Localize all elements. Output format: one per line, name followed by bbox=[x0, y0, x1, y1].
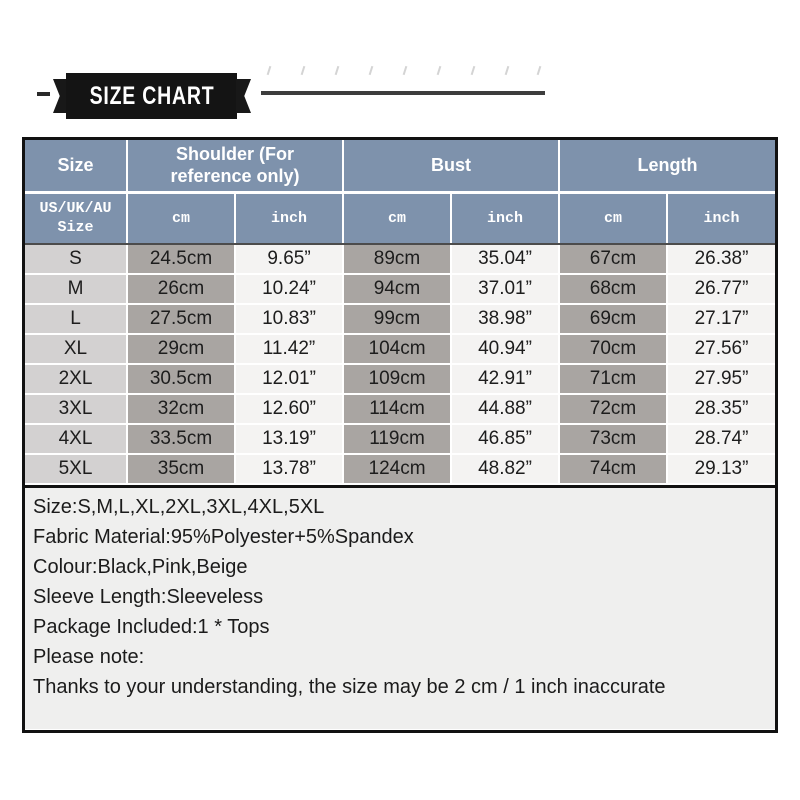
shoulder-cm-value: 35cm bbox=[127, 454, 235, 484]
size-label: M bbox=[25, 274, 127, 304]
header-size: Size bbox=[25, 140, 127, 192]
note-colour: Colour:Black,Pink,Beige bbox=[33, 556, 248, 578]
shoulder-inch-value: 12.60” bbox=[235, 394, 343, 424]
size-chart-title: SIZE CHART bbox=[89, 81, 214, 110]
tick-mark bbox=[505, 66, 510, 75]
table-header-row bbox=[25, 140, 775, 192]
shoulder-cm-value: 30.5cm bbox=[127, 364, 235, 394]
ribbon-right-fold bbox=[236, 79, 251, 113]
ribbon-left-dash bbox=[37, 92, 50, 96]
subheader-length-cm: cm bbox=[559, 192, 667, 244]
shoulder-inch-value: 10.83” bbox=[235, 304, 343, 334]
shoulder-inch-value: 11.42” bbox=[235, 334, 343, 364]
tick-mark bbox=[267, 66, 272, 75]
length-inch-value: 27.95” bbox=[667, 364, 775, 394]
shoulder-cm-value: 33.5cm bbox=[127, 424, 235, 454]
size-label: 5XL bbox=[25, 454, 127, 484]
bust-inch-value: 48.82” bbox=[451, 454, 559, 484]
size-label: 2XL bbox=[25, 364, 127, 394]
subheader-bust-inch: inch bbox=[451, 192, 559, 244]
size-label: S bbox=[25, 244, 127, 274]
note-package-included: Package Included:1 * Tops bbox=[33, 616, 270, 638]
length-inch-value: 29.13” bbox=[667, 454, 775, 484]
table-row bbox=[25, 274, 775, 304]
length-inch-value: 28.74” bbox=[667, 424, 775, 454]
banner-zone bbox=[0, 0, 800, 137]
shoulder-inch-value: 13.19” bbox=[235, 424, 343, 454]
bust-inch-value: 42.91” bbox=[451, 364, 559, 394]
subheader-us-uk-au-size: US/UK/AU Size bbox=[25, 192, 127, 244]
size-chart-ribbon bbox=[66, 73, 237, 119]
note-disclaimer: Thanks to your understanding, the size may be 2 cm / 1 inch inaccurate bbox=[33, 676, 666, 698]
shoulder-cm-value: 27.5cm bbox=[127, 304, 235, 334]
tick-mark bbox=[403, 66, 408, 75]
shoulder-cm-value: 32cm bbox=[127, 394, 235, 424]
bust-cm-value: 124cm bbox=[343, 454, 451, 484]
tick-mark bbox=[369, 66, 374, 75]
table-row bbox=[25, 454, 775, 484]
shoulder-cm-value: 24.5cm bbox=[127, 244, 235, 274]
size-label: 4XL bbox=[25, 424, 127, 454]
bust-cm-value: 99cm bbox=[343, 304, 451, 334]
bust-inch-value: 35.04” bbox=[451, 244, 559, 274]
header-length: Length bbox=[559, 140, 775, 192]
size-label: XL bbox=[25, 334, 127, 364]
shoulder-inch-value: 9.65” bbox=[235, 244, 343, 274]
bust-cm-value: 114cm bbox=[343, 394, 451, 424]
bust-cm-value: 104cm bbox=[343, 334, 451, 364]
length-cm-value: 71cm bbox=[559, 364, 667, 394]
bust-cm-value: 94cm bbox=[343, 274, 451, 304]
note-sleeve-length: Sleeve Length:Sleeveless bbox=[33, 586, 264, 608]
subheader-shoulder-cm: cm bbox=[127, 192, 235, 244]
bust-cm-value: 119cm bbox=[343, 424, 451, 454]
bust-inch-value: 46.85” bbox=[451, 424, 559, 454]
table-row bbox=[25, 334, 775, 364]
subheader-length-inch: inch bbox=[667, 192, 775, 244]
length-cm-value: 69cm bbox=[559, 304, 667, 334]
bust-inch-value: 44.88” bbox=[451, 394, 559, 424]
subheader-shoulder-inch: inch bbox=[235, 192, 343, 244]
tick-mark bbox=[301, 66, 306, 75]
table-row bbox=[25, 364, 775, 394]
product-notes bbox=[25, 485, 775, 729]
note-please-note: Please note: bbox=[33, 646, 145, 668]
table-row bbox=[25, 304, 775, 334]
length-cm-value: 70cm bbox=[559, 334, 667, 364]
bust-inch-value: 38.98” bbox=[451, 304, 559, 334]
length-cm-value: 68cm bbox=[559, 274, 667, 304]
length-inch-value: 26.77” bbox=[667, 274, 775, 304]
tick-mark bbox=[537, 66, 542, 75]
shoulder-inch-value: 13.78” bbox=[235, 454, 343, 484]
length-cm-value: 67cm bbox=[559, 244, 667, 274]
subheader-bust-cm: cm bbox=[343, 192, 451, 244]
length-inch-value: 27.17” bbox=[667, 304, 775, 334]
tick-mark bbox=[471, 66, 476, 75]
table-row bbox=[25, 394, 775, 424]
shoulder-cm-value: 26cm bbox=[127, 274, 235, 304]
header-shoulder: Shoulder (For reference only) bbox=[127, 140, 343, 192]
bust-cm-value: 109cm bbox=[343, 364, 451, 394]
length-cm-value: 73cm bbox=[559, 424, 667, 454]
size-chart-frame bbox=[22, 137, 778, 733]
tick-mark bbox=[437, 66, 442, 75]
note-fabric-material: Fabric Material:95%Polyester+5%Spandex bbox=[33, 526, 414, 548]
bust-inch-value: 37.01” bbox=[451, 274, 559, 304]
shoulder-cm-value: 29cm bbox=[127, 334, 235, 364]
size-label: L bbox=[25, 304, 127, 334]
table-row bbox=[25, 244, 775, 274]
tick-mark bbox=[335, 66, 340, 75]
length-inch-value: 27.56” bbox=[667, 334, 775, 364]
length-cm-value: 74cm bbox=[559, 454, 667, 484]
size-table bbox=[25, 140, 775, 485]
table-subheader-row bbox=[25, 192, 775, 244]
note-size-options: Size:S,M,L,XL,2XL,3XL,4XL,5XL bbox=[33, 496, 325, 518]
header-bust: Bust bbox=[343, 140, 559, 192]
shoulder-inch-value: 12.01” bbox=[235, 364, 343, 394]
length-inch-value: 28.35” bbox=[667, 394, 775, 424]
length-inch-value: 26.38” bbox=[667, 244, 775, 274]
table-row bbox=[25, 424, 775, 454]
length-cm-value: 72cm bbox=[559, 394, 667, 424]
bust-cm-value: 89cm bbox=[343, 244, 451, 274]
shoulder-inch-value: 10.24” bbox=[235, 274, 343, 304]
bust-inch-value: 40.94” bbox=[451, 334, 559, 364]
decorative-line bbox=[261, 91, 545, 95]
size-label: 3XL bbox=[25, 394, 127, 424]
